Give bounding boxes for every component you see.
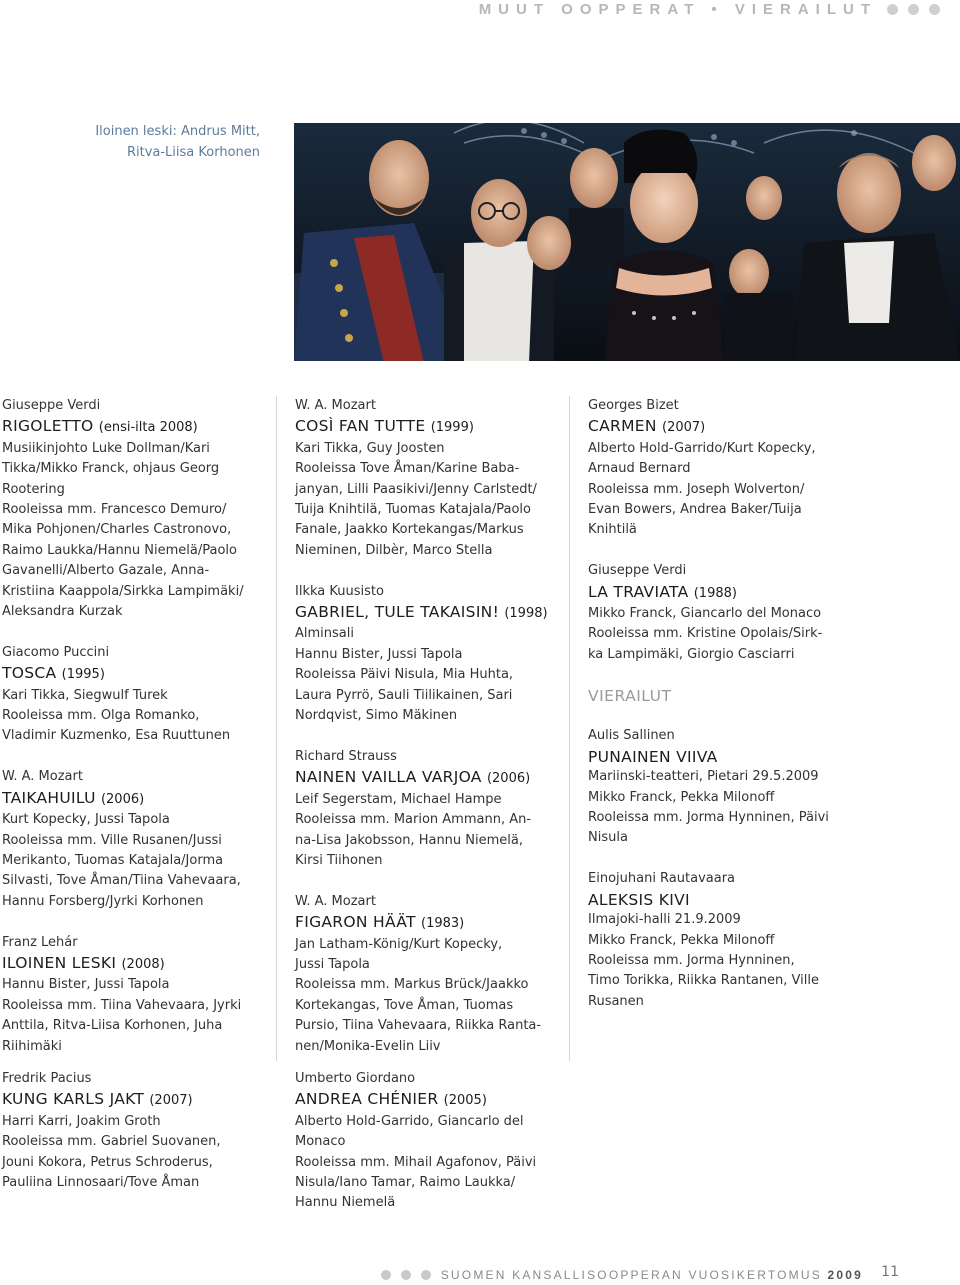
opera-title-line (2, 953, 264, 975)
opera-title: CARMEN (588, 417, 657, 436)
opera-title-line (295, 1089, 557, 1111)
credit-line: Mariinski-teatteri, Pietari 29.5.2009 (588, 769, 819, 785)
credit-line: Monaco (295, 1134, 346, 1150)
opera-title: TAIKAHUILU (2, 788, 96, 807)
page-header (479, 0, 940, 18)
composer-name: Richard Strauss (295, 748, 397, 764)
credit-line: Rooleissa mm. Olga Romanko, (2, 708, 200, 724)
credit-line: Nordqvist, Simo Mäkinen (295, 708, 458, 724)
composer-name: W. A. Mozart (2, 769, 83, 785)
credit-line: Rooleissa mm. Mihail Agafonov, Päivi (295, 1154, 537, 1170)
page-footer (381, 1268, 897, 1282)
opera-title-line (588, 747, 850, 767)
credit-line: Rooleissa mm. Tiina Vahevaara, Jyrki (2, 997, 242, 1013)
opera-title: COSÌ FAN TUTTE (295, 417, 426, 436)
composer-name: Umberto Giordano (295, 1071, 416, 1086)
credit-line: Kari Tikka, Guy Joosten (295, 440, 445, 456)
column-2-bottom (295, 1069, 557, 1234)
opera-year: (2006) (486, 771, 531, 787)
caption-line: Ritva-Liisa Korhonen (126, 145, 260, 160)
credit-line: Rootering (2, 481, 65, 497)
opera-year: (ensi-ilta 2008) (98, 420, 198, 436)
credit-line: Rooleissa mm. Jorma Hynninen, (588, 952, 795, 968)
credit-line: Gavanelli/Alberto Gazale, Anna- (2, 563, 210, 579)
credit-line: Rooleissa mm. Markus Brück/Jaakko (295, 977, 529, 993)
opera-title-line (295, 416, 557, 438)
composer-name: Fredrik Pacius (2, 1071, 92, 1086)
credit-line: Timo Torikka, Riikka Rantanen, Ville (588, 973, 819, 989)
opera-entry (588, 726, 850, 848)
decorative-dot (421, 1270, 431, 1280)
footer-year: 2009 (827, 1268, 863, 1282)
opera-year: (1988) (693, 585, 737, 601)
opera-year: (2006) (100, 791, 145, 807)
caption-line: Iloinen leski: Andrus Mitt, (95, 124, 260, 139)
opera-year: (2007) (149, 1093, 193, 1109)
credit-line: Rusanen (588, 993, 644, 1009)
credit-line: Hannu Bister, Jussi Tapola (295, 646, 463, 662)
opera-entry (295, 747, 557, 871)
credit-line: Rooleissa Päivi Nisula, Mia Huhta, (295, 667, 514, 683)
credit-line: Kurt Kopecky, Jussi Tapola (2, 812, 170, 828)
opera-title: GABRIEL, TULE TAKAISIN! (295, 603, 500, 622)
credit-line: Alberto Hold-Garrido, Giancarlo del (295, 1113, 524, 1129)
decorative-dot (908, 4, 919, 15)
credit-line: Hannu Bister, Jussi Tapola (2, 977, 170, 993)
column-1 (2, 396, 264, 1077)
credit-line: Kristiina Kaappola/Sirkka Lampimäki/ (2, 583, 244, 599)
credit-line: Rooleissa mm. Ville Rusanen/Jussi (2, 832, 222, 848)
credit-line: na-Lisa Jakobsson, Hannu Niemelä, (295, 832, 523, 848)
credit-line: janyan, Lilli Paasikivi/Jenny Carlstedt/ (295, 481, 537, 497)
credit-line: Jan Latham-König/Kurt Kopecky, (295, 936, 503, 952)
opera-entry (588, 396, 850, 541)
credit-line: Leif Segerstam, Michael Hampe (295, 791, 502, 807)
credit-line: Mika Pohjonen/Charles Castronovo, (2, 522, 232, 538)
composer-name: Einojuhani Rautavaara (588, 871, 736, 887)
publication-title (441, 1268, 863, 1282)
credit-line: Knihtilä (588, 522, 637, 538)
credit-line: Tikka/Mikko Franck, ohjaus Georg (2, 461, 220, 477)
section-heading-vierailut: VIERAILUT (588, 686, 672, 705)
footer-title: SUOMEN KANSALLISOOPPERAN VUOSIKERTOMUS (440, 1268, 822, 1282)
credit-line: Aleksandra Kurzak (2, 604, 123, 620)
composer-name: Georges Bizet (588, 398, 679, 413)
decorative-dot (381, 1270, 391, 1280)
composer-name: Giuseppe Verdi (2, 398, 101, 413)
credit-line: Mikko Franck, Pekka Milonoff (588, 932, 775, 948)
opera-year: (2008) (121, 956, 165, 972)
opera-stage-photo (294, 123, 960, 361)
opera-title-line (588, 582, 850, 604)
opera-title-line (2, 788, 264, 810)
credit-line: Rooleissa Tove Åman/Karine Baba- (295, 461, 520, 477)
opera-title-line (295, 912, 557, 934)
credit-line: Rooleissa mm. Joseph Wolverton/ (588, 481, 805, 497)
opera-title-line (295, 767, 557, 789)
credit-line: Silvasti, Tove Åman/Tiina Vahevaara, (2, 873, 241, 889)
column-3 (588, 396, 850, 1033)
credit-line: Laura Pyrrö, Sauli Tiilikainen, Sari (295, 687, 513, 703)
composer-name: Franz Lehár (2, 934, 78, 950)
opera-entry (2, 1069, 264, 1193)
credit-line: Ilmajoki-halli 21.9.2009 (588, 912, 741, 928)
opera-year: (1998) (504, 606, 548, 622)
opera-title: PUNAINEN VIIVA (588, 747, 718, 766)
credit-line: Pauliina Linnosaari/Tove Åman (2, 1175, 200, 1191)
opera-title: ANDREA CHÉNIER (295, 1090, 439, 1109)
opera-year: (1999) (430, 420, 474, 436)
column-2 (295, 396, 557, 1077)
opera-title: RIGOLETTO (2, 417, 94, 436)
decorative-dot (887, 4, 898, 15)
opera-entry (2, 396, 264, 622)
page-number: 11 (881, 1264, 899, 1280)
decorative-dot (929, 4, 940, 15)
composer-name: W. A. Mozart (295, 893, 376, 909)
opera-title-line (588, 416, 850, 438)
credit-line: ka Lampimäki, Giorgio Casciarri (588, 646, 795, 662)
credit-line: Nisula (588, 830, 628, 846)
opera-title: KUNG KARLS JAKT (2, 1090, 145, 1109)
credit-line: Riihimäki (2, 1038, 62, 1054)
credit-line: Raimo Laukka/Hannu Niemelä/Paolo (2, 542, 237, 558)
opera-year: (1995) (61, 667, 105, 683)
credit-line: nen/Monika-Evelin Liiv (295, 1038, 441, 1054)
credit-line: Merikanto, Tuomas Katajala/Jorma (2, 852, 224, 868)
photo-caption (60, 121, 260, 163)
credit-line: Arnaud Bernard (588, 461, 691, 477)
credit-line: Mikko Franck, Pekka Milonoff (588, 789, 775, 805)
opera-title: FIGARON HÄÄT (295, 913, 416, 932)
composer-name: Ilkka Kuusisto (295, 583, 384, 599)
credit-line: Fanale, Jaakko Kortekangas/Markus (295, 522, 524, 538)
opera-title-line (295, 602, 557, 624)
opera-title-line (588, 890, 850, 910)
opera-entry (295, 396, 557, 561)
opera-entry (295, 582, 557, 727)
credit-line: Alberto Hold-Garrido/Kurt Kopecky, (588, 440, 816, 456)
credit-line: Kortekangas, Tove Åman, Tuomas (295, 997, 514, 1013)
opera-title-line (2, 416, 264, 438)
opera-entry (2, 933, 264, 1057)
opera-year: (2007) (662, 420, 706, 436)
opera-title-line (2, 663, 264, 685)
credit-line: Rooleissa mm. Kristine Opolais/Sirk- (588, 626, 823, 642)
column-1-bottom (2, 1069, 264, 1214)
composer-name: Giuseppe Verdi (588, 563, 687, 579)
credit-line: Jussi Tapola (295, 956, 370, 972)
opera-entry (588, 869, 850, 1012)
composer-name: Giacomo Puccini (2, 644, 110, 660)
credit-line: Kirsi Tiihonen (295, 852, 383, 868)
credit-line: Anttila, Ritva-Liisa Korhonen, Juha (2, 1018, 223, 1034)
credit-line: Vladimir Kuzmenko, Esa Ruuttunen (2, 728, 231, 744)
opera-title: LA TRAVIATA (588, 582, 689, 601)
credit-line: Rooleissa mm. Gabriel Suovanen, (2, 1134, 221, 1150)
column-divider (276, 396, 277, 1061)
opera-entry (2, 767, 264, 912)
credit-line: Rooleissa mm. Francesco Demuro/ (2, 502, 227, 518)
opera-year: (2005) (443, 1093, 487, 1109)
credit-line: Rooleissa mm. Marion Ammann, An- (295, 812, 532, 828)
credit-line: Hannu Niemelä (295, 1195, 396, 1211)
opera-title-line (2, 1089, 264, 1111)
column-divider (569, 396, 570, 1061)
opera-title: NAINEN VAILLA VARJOA (295, 768, 482, 787)
credit-line: Tuija Knihtilä, Tuomas Katajala/Paolo (295, 502, 531, 518)
section-title: MUUT OOPPERAT • VIERAILUT (478, 0, 877, 18)
credit-line: Hannu Forsberg/Jyrki Korhonen (2, 893, 204, 909)
opera-entry (295, 1069, 557, 1214)
opera-title: ILOINEN LESKI (2, 953, 117, 972)
credit-line: Alminsali (295, 626, 354, 642)
credit-line: Kari Tikka, Siegwulf Turek (2, 687, 168, 703)
credit-line: Rooleissa mm. Jorma Hynninen, Päivi (588, 810, 829, 826)
credit-line: Musiikinjohto Luke Dollman/Kari (2, 440, 210, 456)
credit-line: Harri Karri, Joakim Groth (2, 1113, 161, 1129)
credit-line: Nisula/Iano Tamar, Raimo Laukka/ (295, 1175, 516, 1191)
credit-line: Evan Bowers, Andrea Baker/Tuija (588, 502, 802, 518)
credit-line: Jouni Kokora, Petrus Schroderus, (2, 1154, 213, 1170)
decorative-dot (401, 1270, 411, 1280)
opera-title: ALEKSIS KIVI (588, 890, 690, 909)
opera-title: TOSCA (2, 664, 57, 683)
opera-entry (588, 561, 850, 665)
composer-name: W. A. Mozart (295, 398, 376, 413)
credit-line: Mikko Franck, Giancarlo del Monaco (588, 606, 822, 622)
header-dots (887, 4, 940, 15)
credit-line: Pursio, Tiina Vahevaara, Riikka Ranta- (295, 1018, 542, 1034)
credit-line: Nieminen, Dilbèr, Marco Stella (295, 542, 493, 558)
opera-entry (2, 643, 264, 747)
opera-entry (295, 892, 557, 1057)
composer-name: Aulis Sallinen (588, 728, 675, 744)
opera-year: (1983) (421, 916, 465, 932)
